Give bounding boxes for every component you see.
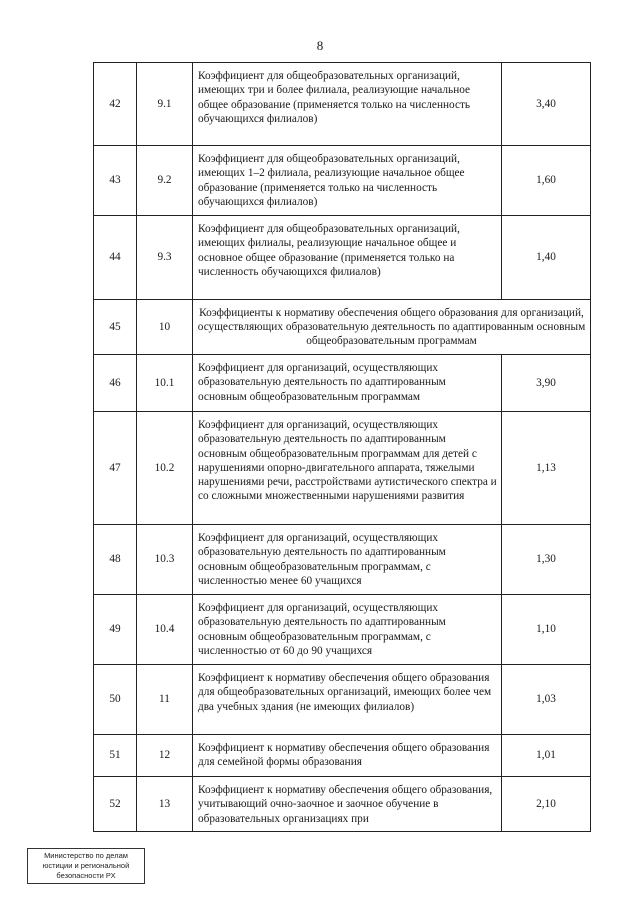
row-number: 49	[94, 595, 137, 665]
row-code: 9.3	[137, 216, 193, 300]
row-value: 3,40	[502, 63, 591, 146]
row-value: 1,13	[502, 412, 591, 525]
row-code: 9.2	[137, 146, 193, 216]
row-description: Коэффициент к нормативу обеспечения общего образования для общеобразовательных организаций, имеющих более чем два учебных здания (не имеющих филиалов)	[193, 665, 502, 735]
row-number: 46	[94, 355, 137, 412]
table-row	[94, 412, 591, 525]
row-number: 44	[94, 216, 137, 300]
table-row	[94, 777, 591, 832]
page-number: 8	[316, 38, 324, 53]
row-value: 1,01	[502, 735, 591, 777]
row-number: 48	[94, 525, 137, 595]
row-code: 10.4	[137, 595, 193, 665]
row-value: 1,03	[502, 665, 591, 735]
coefficients-table	[93, 62, 591, 832]
row-description: Коэффициент для организаций, осуществляющих образовательную деятельность по адаптированным основным общеобразовательным программам, с численностью менее 60 учащихся	[193, 525, 502, 595]
row-description: Коэффициент для организаций, осуществляющих образовательную деятельность по адаптированным основным общеобразовательным программам для детей с нарушениями опорно-двигательного аппарата, тяжелыми нарушениями речи, расстройствами аутистического спектра и со сложными множественными нарушениями развития	[193, 412, 502, 525]
row-value: 1,60	[502, 146, 591, 216]
row-description: Коэффициент для общеобразовательных организаций, имеющих филиалы, реализующие начальное общее и основное общее образование (применяется только на численность обучающихся филиалов)	[193, 216, 502, 300]
row-description: Коэффициент к нормативу обеспечения общего образования для семейной формы образования	[193, 735, 502, 777]
stamp-line: Министерство по делам	[44, 851, 128, 860]
table-row	[94, 300, 591, 355]
table-row	[94, 735, 591, 777]
stamp-line: безопасности РХ	[56, 871, 116, 880]
ministry-stamp	[27, 848, 145, 884]
row-description: Коэффициент к нормативу обеспечения общего образования, учитывающий очно-заочное и заочное обучение в образовательных организациях при	[193, 777, 502, 832]
row-code: 10.3	[137, 525, 193, 595]
row-description: Коэффициент для общеобразовательных организаций, имеющих 1–2 филиала, реализующие начальное общее образование (применяется только на численность обучающихся филиалов)	[193, 146, 502, 216]
row-value: 2,10	[502, 777, 591, 832]
row-value: 3,90	[502, 355, 591, 412]
row-code: 10	[137, 300, 193, 355]
table-row	[94, 665, 591, 735]
row-number: 43	[94, 146, 137, 216]
section-heading: Коэффициенты к нормативу обеспечения общего образования для организаций, осуществляющих образовательную деятельность по адаптированным основным общеобразовательным программам	[193, 300, 591, 355]
row-code: 9.1	[137, 63, 193, 146]
row-number: 50	[94, 665, 137, 735]
row-description: Коэффициент для организаций, осуществляющих образовательную деятельность по адаптированным основным общеобразовательным программам, с численностью от 60 до 90 учащихся	[193, 595, 502, 665]
row-value: 1,10	[502, 595, 591, 665]
row-number: 51	[94, 735, 137, 777]
row-number: 45	[94, 300, 137, 355]
table-row	[94, 525, 591, 595]
table-row	[94, 216, 591, 300]
table-row	[94, 355, 591, 412]
row-description: Коэффициент для общеобразовательных организаций, имеющих три и более филиала, реализующие начальное общее образование (применяется только на численность обучающихся филиалов)	[193, 63, 502, 146]
row-value: 1,40	[502, 216, 591, 300]
row-value: 1,30	[502, 525, 591, 595]
row-description: Коэффициент для организаций, осуществляющих образовательную деятельность по адаптированным основным общеобразовательным программам	[193, 355, 502, 412]
row-number: 52	[94, 777, 137, 832]
row-number: 42	[94, 63, 137, 146]
table-row	[94, 146, 591, 216]
row-code: 10.2	[137, 412, 193, 525]
row-number: 47	[94, 412, 137, 525]
table-row	[94, 63, 591, 146]
row-code: 13	[137, 777, 193, 832]
table-row	[94, 595, 591, 665]
row-code: 10.1	[137, 355, 193, 412]
row-code: 12	[137, 735, 193, 777]
row-code: 11	[137, 665, 193, 735]
stamp-line: юстиции и региональной	[42, 861, 130, 870]
